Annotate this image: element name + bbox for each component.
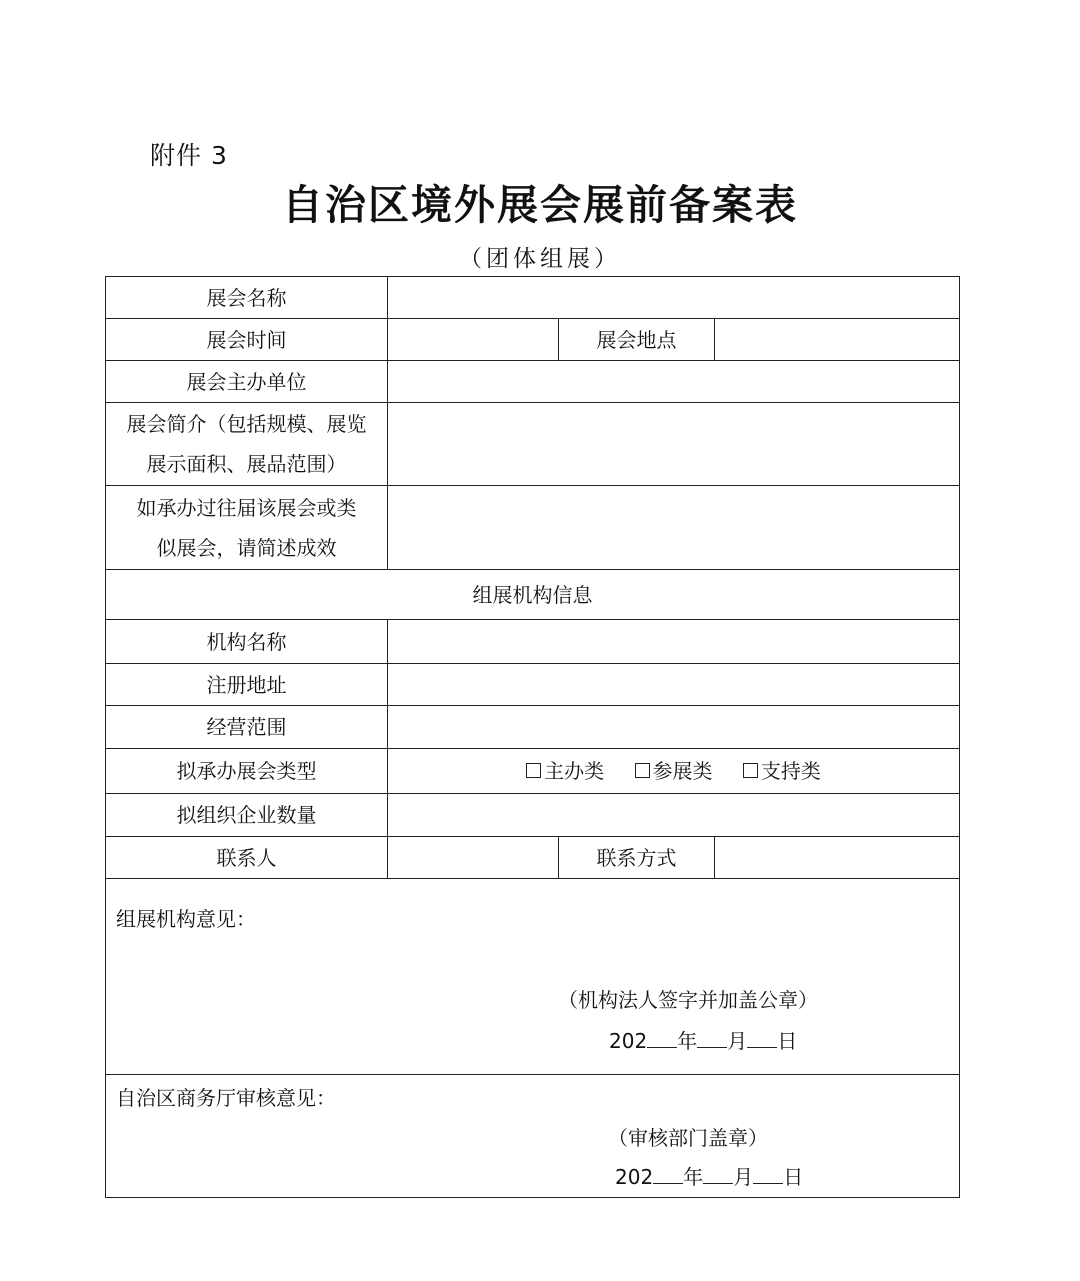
org-opinion-label: 组展机构意见： (116, 907, 256, 931)
past-expo-label-line2: 似展会，请简述成效 (156, 535, 337, 560)
dept-opinion-cell[interactable] (106, 1075, 960, 1198)
business-scope-field[interactable] (388, 706, 960, 749)
table-row (106, 837, 960, 879)
table-row (106, 319, 960, 361)
expo-location-field[interactable] (715, 319, 960, 361)
past-expo-label-line1: 如承办过往届该展会或类 (136, 495, 357, 520)
expo-time-field[interactable] (388, 319, 559, 361)
org-signature-note: （机构法人签字并加盖公章） (558, 988, 818, 1012)
checkbox-icon[interactable] (635, 763, 650, 778)
reg-address-field[interactable] (388, 664, 960, 706)
table-row (106, 794, 960, 837)
filing-form-table (105, 276, 960, 1198)
page-title: 自治区境外展会展前备案表 (282, 181, 798, 229)
expo-type-options (388, 749, 960, 794)
org-name-field[interactable] (388, 620, 960, 664)
day-char: 日 (777, 1029, 798, 1053)
expo-intro-label (106, 403, 388, 486)
date-blank-day[interactable] (753, 1165, 783, 1184)
expo-type-option-host[interactable] (526, 751, 604, 791)
year-char: 年 (677, 1029, 698, 1053)
option-label: 主办类 (544, 759, 605, 783)
checkbox-icon[interactable] (526, 763, 541, 778)
contact-method-label: 联系方式 (559, 837, 715, 879)
attachment-label: 附件 3 (150, 141, 228, 170)
past-expo-field[interactable] (388, 486, 960, 570)
expo-organizer-field[interactable] (388, 361, 960, 403)
table-row (106, 403, 960, 486)
expo-location-label: 展会地点 (559, 319, 715, 361)
option-label: 参展类 (652, 759, 713, 783)
table-row (106, 664, 960, 706)
contact-label: 联系人 (106, 837, 388, 879)
date-blank-year[interactable] (653, 1165, 683, 1184)
month-char: 月 (727, 1029, 748, 1053)
company-count-label: 拟组织企业数量 (106, 794, 388, 837)
expo-name-label: 展会名称 (106, 277, 388, 319)
year-char: 年 (683, 1165, 704, 1189)
past-expo-label (106, 486, 388, 570)
date-blank-month[interactable] (697, 1029, 727, 1048)
expo-intro-field[interactable] (388, 403, 960, 486)
page-subtitle: （团体组展） (459, 246, 621, 272)
date-blank-year[interactable] (647, 1029, 677, 1048)
contact-field[interactable] (388, 837, 559, 879)
table-row (106, 361, 960, 403)
dept-date-line (615, 1164, 803, 1190)
day-char: 日 (783, 1165, 804, 1189)
org-section-title: 组展机构信息 (106, 570, 960, 620)
date-prefix: 202 (615, 1165, 654, 1189)
date-prefix: 202 (609, 1029, 648, 1053)
option-label: 支持类 (760, 759, 821, 783)
date-blank-month[interactable] (703, 1165, 733, 1184)
org-opinion-cell[interactable] (106, 879, 960, 1075)
checkbox-icon[interactable] (743, 763, 758, 778)
expo-intro-label-line1: 展会简介（包括规模、展览 (126, 412, 367, 436)
org-name-label: 机构名称 (106, 620, 388, 664)
table-row (106, 570, 960, 620)
dept-stamp-note: （审核部门盖章） (608, 1126, 768, 1150)
date-blank-day[interactable] (747, 1029, 777, 1048)
business-scope-label: 经营范围 (106, 706, 388, 749)
month-char: 月 (733, 1165, 754, 1189)
expo-intro-label-line2: 展示面积、展品范围） (146, 452, 347, 476)
expo-name-field[interactable] (388, 277, 960, 319)
expo-organizer-label: 展会主办单位 (106, 361, 388, 403)
expo-time-label: 展会时间 (106, 319, 388, 361)
expo-type-option-exhibit[interactable] (635, 751, 713, 791)
expo-type-label: 拟承办展会类型 (106, 749, 388, 794)
table-row (106, 879, 960, 1075)
contact-method-field[interactable] (715, 837, 960, 879)
table-row (106, 1075, 960, 1198)
org-date-line (609, 1028, 797, 1054)
table-row (106, 706, 960, 749)
table-row (106, 749, 960, 794)
table-row (106, 486, 960, 570)
expo-type-option-support[interactable] (743, 751, 821, 791)
table-row (106, 277, 960, 319)
table-row (106, 620, 960, 664)
dept-opinion-label: 自治区商务厅审核意见： (116, 1086, 336, 1110)
company-count-field[interactable] (388, 794, 960, 837)
reg-address-label: 注册地址 (106, 664, 388, 706)
